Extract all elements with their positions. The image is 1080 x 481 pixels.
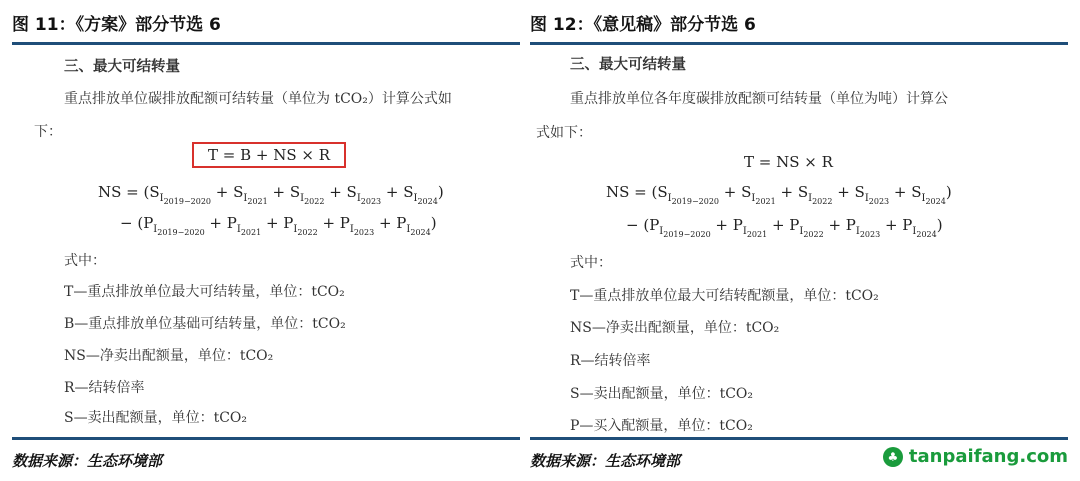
right-bottom-rule bbox=[530, 437, 1068, 440]
left-def-item: S—卖出配额量，单位：tCO₂ bbox=[64, 410, 248, 426]
left-formula-ns: NS = $(S_{I2019-2020} + S_{I2021} + S_{I2022} + S_{I2023} + S_{I2024})$ bbox=[98, 183, 444, 206]
left-def-item: B—重点排放单位基础可结转量，单位：tCO₂ bbox=[64, 316, 346, 332]
left-where-label: 式中： bbox=[64, 253, 106, 269]
left-formula-highlight-box: T = B + NS × R bbox=[192, 142, 346, 168]
right-def-item: R—结转倍率 bbox=[570, 353, 651, 369]
right-top-rule bbox=[530, 42, 1068, 45]
left-formula-p: − $(P_{I2019-2020} + P_{I2021} + P_{I2022} + P_{I2023} + P_{I2024})$ bbox=[120, 214, 437, 237]
right-def-item: P—买入配额量，单位：tCO₂ bbox=[570, 418, 753, 434]
right-where-label: 式中： bbox=[570, 255, 612, 271]
right-formula-p: − $(P_{I2019-2020} + P_{I2021} + P_{I2022} + P_{I2023} + P_{I2024})$ bbox=[626, 216, 943, 239]
right-def-item: T—重点排放单位最大可结转配额量，单位：tCO₂ bbox=[570, 288, 879, 304]
left-section-heading: 三、最大可结转量 bbox=[64, 59, 180, 75]
right-def-item: NS—净卖出配额量，单位：tCO₂ bbox=[570, 320, 780, 336]
left-figure-title: 图 11：《方案》部分节选 6 bbox=[12, 15, 221, 35]
right-figure-title: 图 12：《意见稿》部分节选 6 bbox=[530, 15, 756, 35]
logo-text: tanpaifang.com bbox=[908, 446, 1068, 467]
right-section-heading: 三、最大可结转量 bbox=[570, 57, 686, 73]
left-top-rule bbox=[12, 42, 520, 45]
watermark-logo bbox=[883, 446, 1068, 467]
right-source-note: 数据来源：生态环境部 bbox=[530, 452, 681, 470]
right-formula-ns: NS = $(S_{I2019-2020} + S_{I2021} + S_{I2022} + S_{I2023} + S_{I2024})$ bbox=[606, 183, 952, 206]
right-formula-main: T = NS × R bbox=[744, 153, 833, 171]
left-formula-main bbox=[192, 146, 346, 164]
left-intro-line-2: 下： bbox=[34, 124, 62, 140]
left-intro-line-1: 重点排放单位碳排放配额可结转量（单位为 tCO₂）计算公式如 bbox=[64, 91, 452, 107]
right-figure-panel bbox=[530, 0, 1068, 481]
left-source-note: 数据来源：生态环境部 bbox=[12, 452, 163, 470]
left-def-item: NS—净卖出配额量，单位：tCO₂ bbox=[64, 348, 274, 364]
leaf-icon: ♣ bbox=[883, 447, 903, 467]
right-def-item: S—卖出配额量，单位：tCO₂ bbox=[570, 386, 754, 402]
right-intro-line-1: 重点排放单位各年度碳排放配额可结转量（单位为吨）计算公 bbox=[570, 91, 948, 107]
left-def-item: T—重点排放单位最大可结转量，单位：tCO₂ bbox=[64, 284, 345, 300]
right-intro-line-2: 式如下： bbox=[536, 125, 592, 141]
left-figure-panel bbox=[12, 0, 520, 481]
left-def-item: R—结转倍率 bbox=[64, 380, 145, 396]
left-bottom-rule bbox=[12, 437, 520, 440]
